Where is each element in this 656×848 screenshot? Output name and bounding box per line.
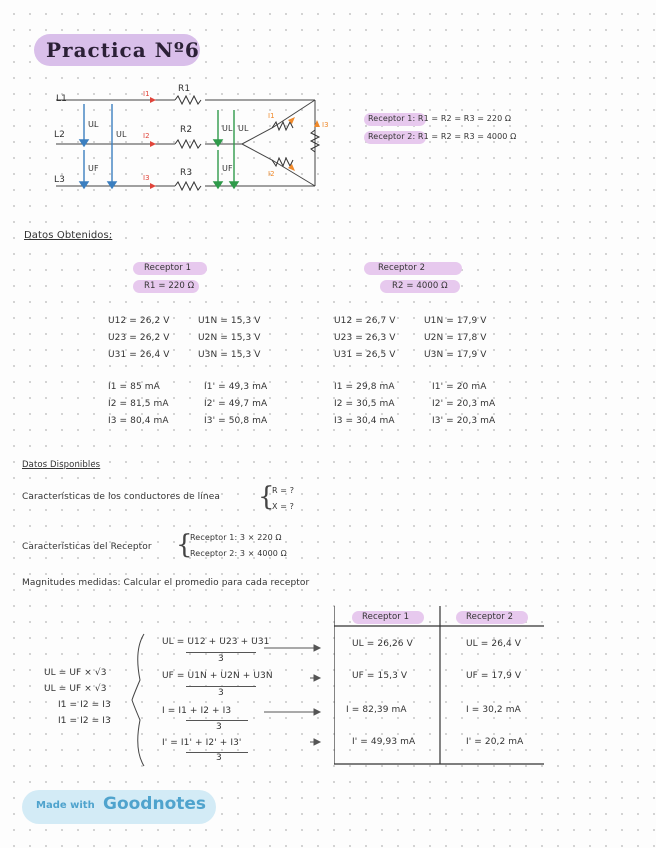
goodnotes-badge-logo: Goodnotes — [103, 794, 207, 814]
col2-u1n: U1N = 17,9 V — [424, 316, 487, 326]
disponibles-line2: Características del Receptor — [22, 542, 152, 552]
datos-obtenidos-heading: Datos Obtenidos: — [24, 230, 113, 241]
col2-header: Receptor 2 — [378, 263, 426, 273]
formula-4-num: I' = I1' + I2' + I3' — [162, 738, 242, 748]
col2-i3: I3 = 30,4 mA — [334, 416, 395, 426]
label-ul-left-1: UL — [88, 120, 99, 129]
label-i3-phase: I3 — [322, 121, 329, 129]
label-ul-left-2: UL — [116, 130, 127, 139]
col1-u1n: U1N = 15,3 V — [198, 316, 261, 326]
formula-2-bar — [186, 686, 256, 687]
relation-1: UL = UF × √3 — [44, 668, 107, 678]
formula-arrows — [260, 640, 326, 750]
brace-2: { — [176, 530, 193, 560]
col1-i2p: I2' = 49,7 mA — [204, 399, 268, 409]
label-i3: I3 — [143, 174, 150, 182]
label-r3: R3 — [180, 168, 193, 178]
label-ul-right-2: UL — [238, 124, 249, 133]
label-r2: R2 — [180, 125, 193, 135]
label-i2: I2 — [143, 132, 150, 140]
col1-i3: I3 = 80,4 mA — [108, 416, 169, 426]
legend-receptor-1: Receptor 1: R1 = R2 = R3 = 220 Ω — [368, 114, 512, 123]
relation-4: I1 = I2 = I3 — [58, 716, 111, 726]
col2-u3n: U3N = 17,9 V — [424, 350, 487, 360]
formula-3-num: I = I1 + I2 + I3 — [162, 706, 232, 716]
formula-1-den: 3 — [218, 654, 224, 664]
line2-brace-2: Receptor 2: 3 × 4000 Ω — [190, 549, 287, 558]
disponibles-line3: Magnitudes medidas: Calcular el promedio para cada receptor — [22, 578, 310, 588]
table-r3-c1: I = 82,39 mA — [346, 705, 407, 715]
col2-i2p: I2' = 20,3 mA — [432, 399, 496, 409]
col1-i1: I1 = 85 mA — [108, 382, 160, 392]
formula-3-bar — [186, 720, 248, 721]
table-header-2: Receptor 2 — [466, 612, 514, 622]
formula-2-num: UF = U1N + U2N + U3N — [162, 671, 273, 681]
col2-i1p: I1' = 20 mA — [432, 382, 487, 392]
formula-3-den: 3 — [216, 722, 222, 732]
formula-2-den: 3 — [218, 688, 224, 698]
table-r2-c1: UF = 15,3 V — [352, 671, 408, 681]
table-header-1: Receptor 1 — [362, 612, 410, 622]
col1-header: Receptor 1 — [144, 263, 192, 273]
resistor-r3 — [175, 182, 201, 190]
col2-u31: U31 = 26,5 V — [334, 350, 396, 360]
col2-value: R2 = 4000 Ω — [392, 281, 448, 291]
col2-i2: I2 = 30,5 mA — [334, 399, 395, 409]
col1-i2: I2 = 81,5 mA — [108, 399, 169, 409]
col2-u2n: U2N = 17,8 V — [424, 333, 487, 343]
table-r1-c1: UL = 26,26 V — [352, 639, 413, 649]
line2-brace-1: Receptor 1: 3 × 220 Ω — [190, 533, 282, 542]
col2-i1: I1 = 29,8 mA — [334, 382, 395, 392]
label-uf-left: UF — [88, 164, 99, 173]
resistor-r2 — [175, 140, 201, 148]
label-l2: L2 — [54, 130, 65, 140]
brace-1: { — [258, 482, 275, 512]
table-r1-c2: UL = 26,4 V — [466, 639, 522, 649]
label-r1: R1 — [178, 84, 191, 94]
disponibles-line1: Características de los conductores de línea — [22, 492, 220, 502]
col1-u23: U23 = 26,2 V — [108, 333, 170, 343]
table-r2-c2: UF = 17,9 V — [466, 671, 522, 681]
page-title: Practica Nº6 — [46, 38, 200, 62]
col1-i3p: I3' = 50,8 mA — [204, 416, 268, 426]
col1-value: R1 = 220 Ω — [144, 281, 195, 291]
table-r3-c2: I = 30,2 mA — [466, 705, 521, 715]
formula-1-num: UL = U12 + U23 + U31 — [162, 637, 270, 647]
col2-u23: U23 = 26,3 V — [334, 333, 396, 343]
label-i1: I1 — [143, 90, 150, 98]
label-l1: L1 — [56, 94, 67, 104]
col1-u2n: U2N = 15,3 V — [198, 333, 261, 343]
formula-1-bar — [186, 652, 256, 653]
goodnotes-badge-prefix: Made with — [36, 800, 95, 811]
label-ul-right-1: UL — [222, 124, 233, 133]
relation-2: UL = UF × √3 — [44, 684, 107, 694]
table-r4-c1: I' = 49,93 mA — [352, 737, 416, 747]
col2-u12: U12 = 26,7 V — [334, 316, 396, 326]
label-i2-phase: I2 — [268, 170, 275, 178]
resistor-r1 — [175, 96, 201, 104]
col1-i1p: I1' = 49,3 mA — [204, 382, 268, 392]
line1-brace-x: X = ? — [272, 502, 295, 511]
label-uf-right: UF — [222, 164, 233, 173]
col1-u12: U12 = 26,2 V — [108, 316, 170, 326]
legend-receptor-2: Receptor 2: R1 = R2 = R3 = 4000 Ω — [368, 132, 517, 141]
table-r4-c2: I' = 20,2 mA — [466, 737, 524, 747]
line1-brace-r: R = ? — [272, 486, 295, 495]
label-i1-phase: I1 — [268, 112, 275, 120]
label-l3: L3 — [54, 175, 65, 185]
col1-u3n: U3N = 15,3 V — [198, 350, 261, 360]
datos-disponibles-heading: Datos Disponibles — [22, 460, 101, 470]
col2-i3p: I3' = 20,3 mA — [432, 416, 496, 426]
formula-4-den: 3 — [216, 753, 222, 763]
relation-3: I1 = I2 = I3 — [58, 700, 111, 710]
formulas-bracket — [130, 630, 150, 770]
col1-u31: U31 = 26,4 V — [108, 350, 170, 360]
